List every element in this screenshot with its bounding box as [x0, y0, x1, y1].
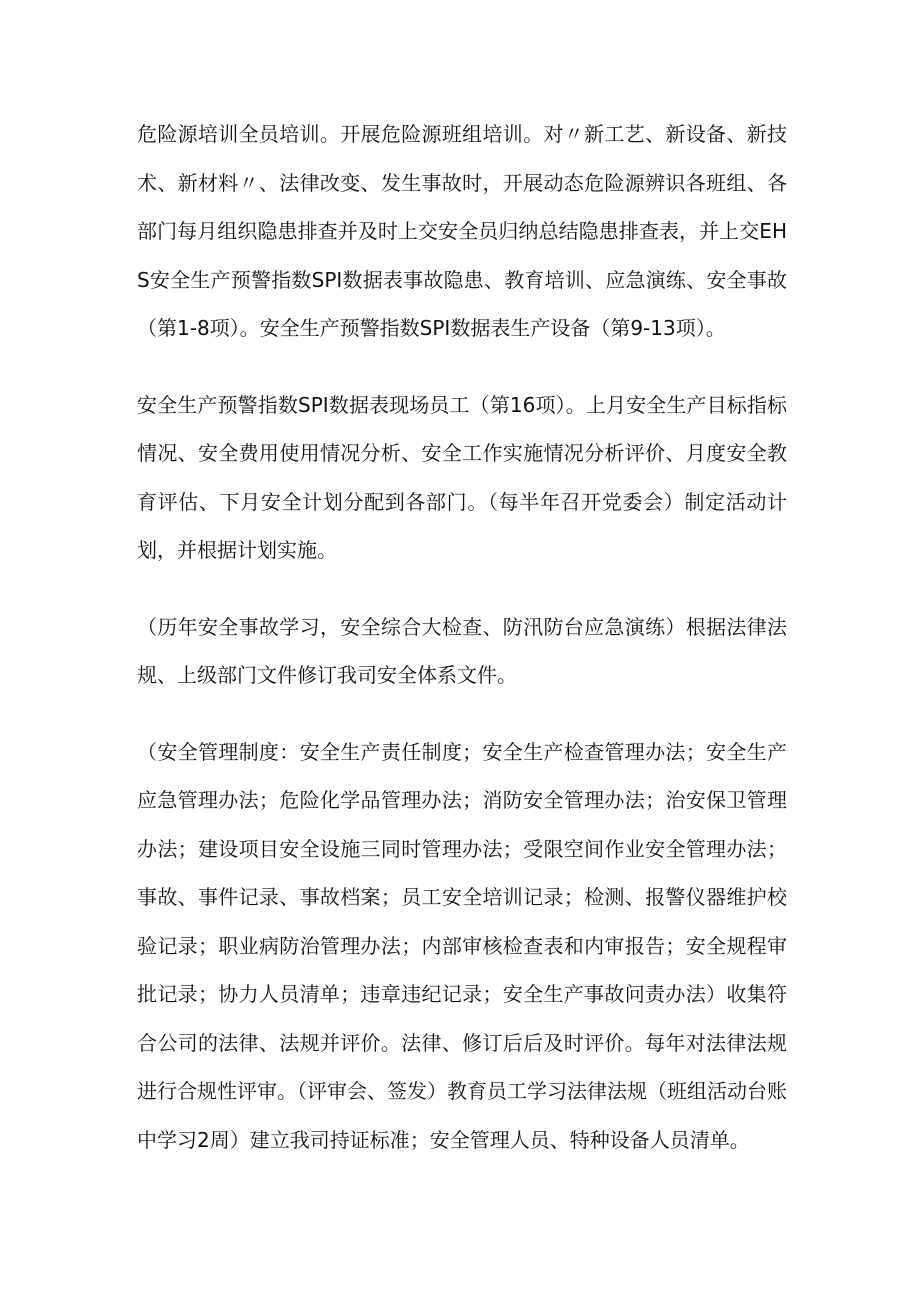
paragraph-1: 危险源培训全员培训。开展危险源班组培训。对〃新工艺、新设备、新技术、新材料〃、法律改变、发生事故时，开展动态危险源辨识各班组、各部门每月组织隐患排查并及时上交安全员归纳总结隐患排查表，并上交EHS安全生产预警指数SPI数据表事故隐患、教育培训、应急演练、安全事故（第1-8项）。安全生产预警指数SPI数据表生产设备（第9-13项）。 — [137, 122, 787, 340]
paragraph-4: （安全管理制度：安全生产责任制度；安全生产检查管理办法；安全生产应急管理办法；危险化学品管理办法；消防安全管理办法；治安保卫管理办法；建设项目安全设施三同时管理办法；受限空间作业安全管理办法；事故、事件记录、事故档案；员工安全培训记录；检测、报警仪器维护校验记录；职业病防治管理办法；内部审核检查表和内审报告；安全规程审批记录；协力人员清单；违章违纪记录；安全生产事故问责办法）收集符合公司的法律、法规并评价。法律、修订后后及时评价。每年对法律法规进行合规性评审。（评审会、签发）教育员工学习法律法规（班组活动台账中学习2周）建立我司持证标准；安全管理人员、特种设备人员清单。 — [137, 739, 787, 1152]
paragraph-3: （历年安全事故学习，安全综合大检查、防汛防台应急演练）根据法律法规、上级部门文件修订我司安全体系文件。 — [137, 614, 787, 687]
paragraph-2: 安全生产预警指数SPI数据表现场员工（第16项）。上月安全生产目标指标情况、安全费用使用情况分析、安全工作实施情况分析评价、月度安全教育评估、下月安全计划分配到各部门。（每半年召开党委会）制定活动计划，并根据计划实施。 — [137, 392, 787, 562]
document-body — [137, 110, 787, 1192]
